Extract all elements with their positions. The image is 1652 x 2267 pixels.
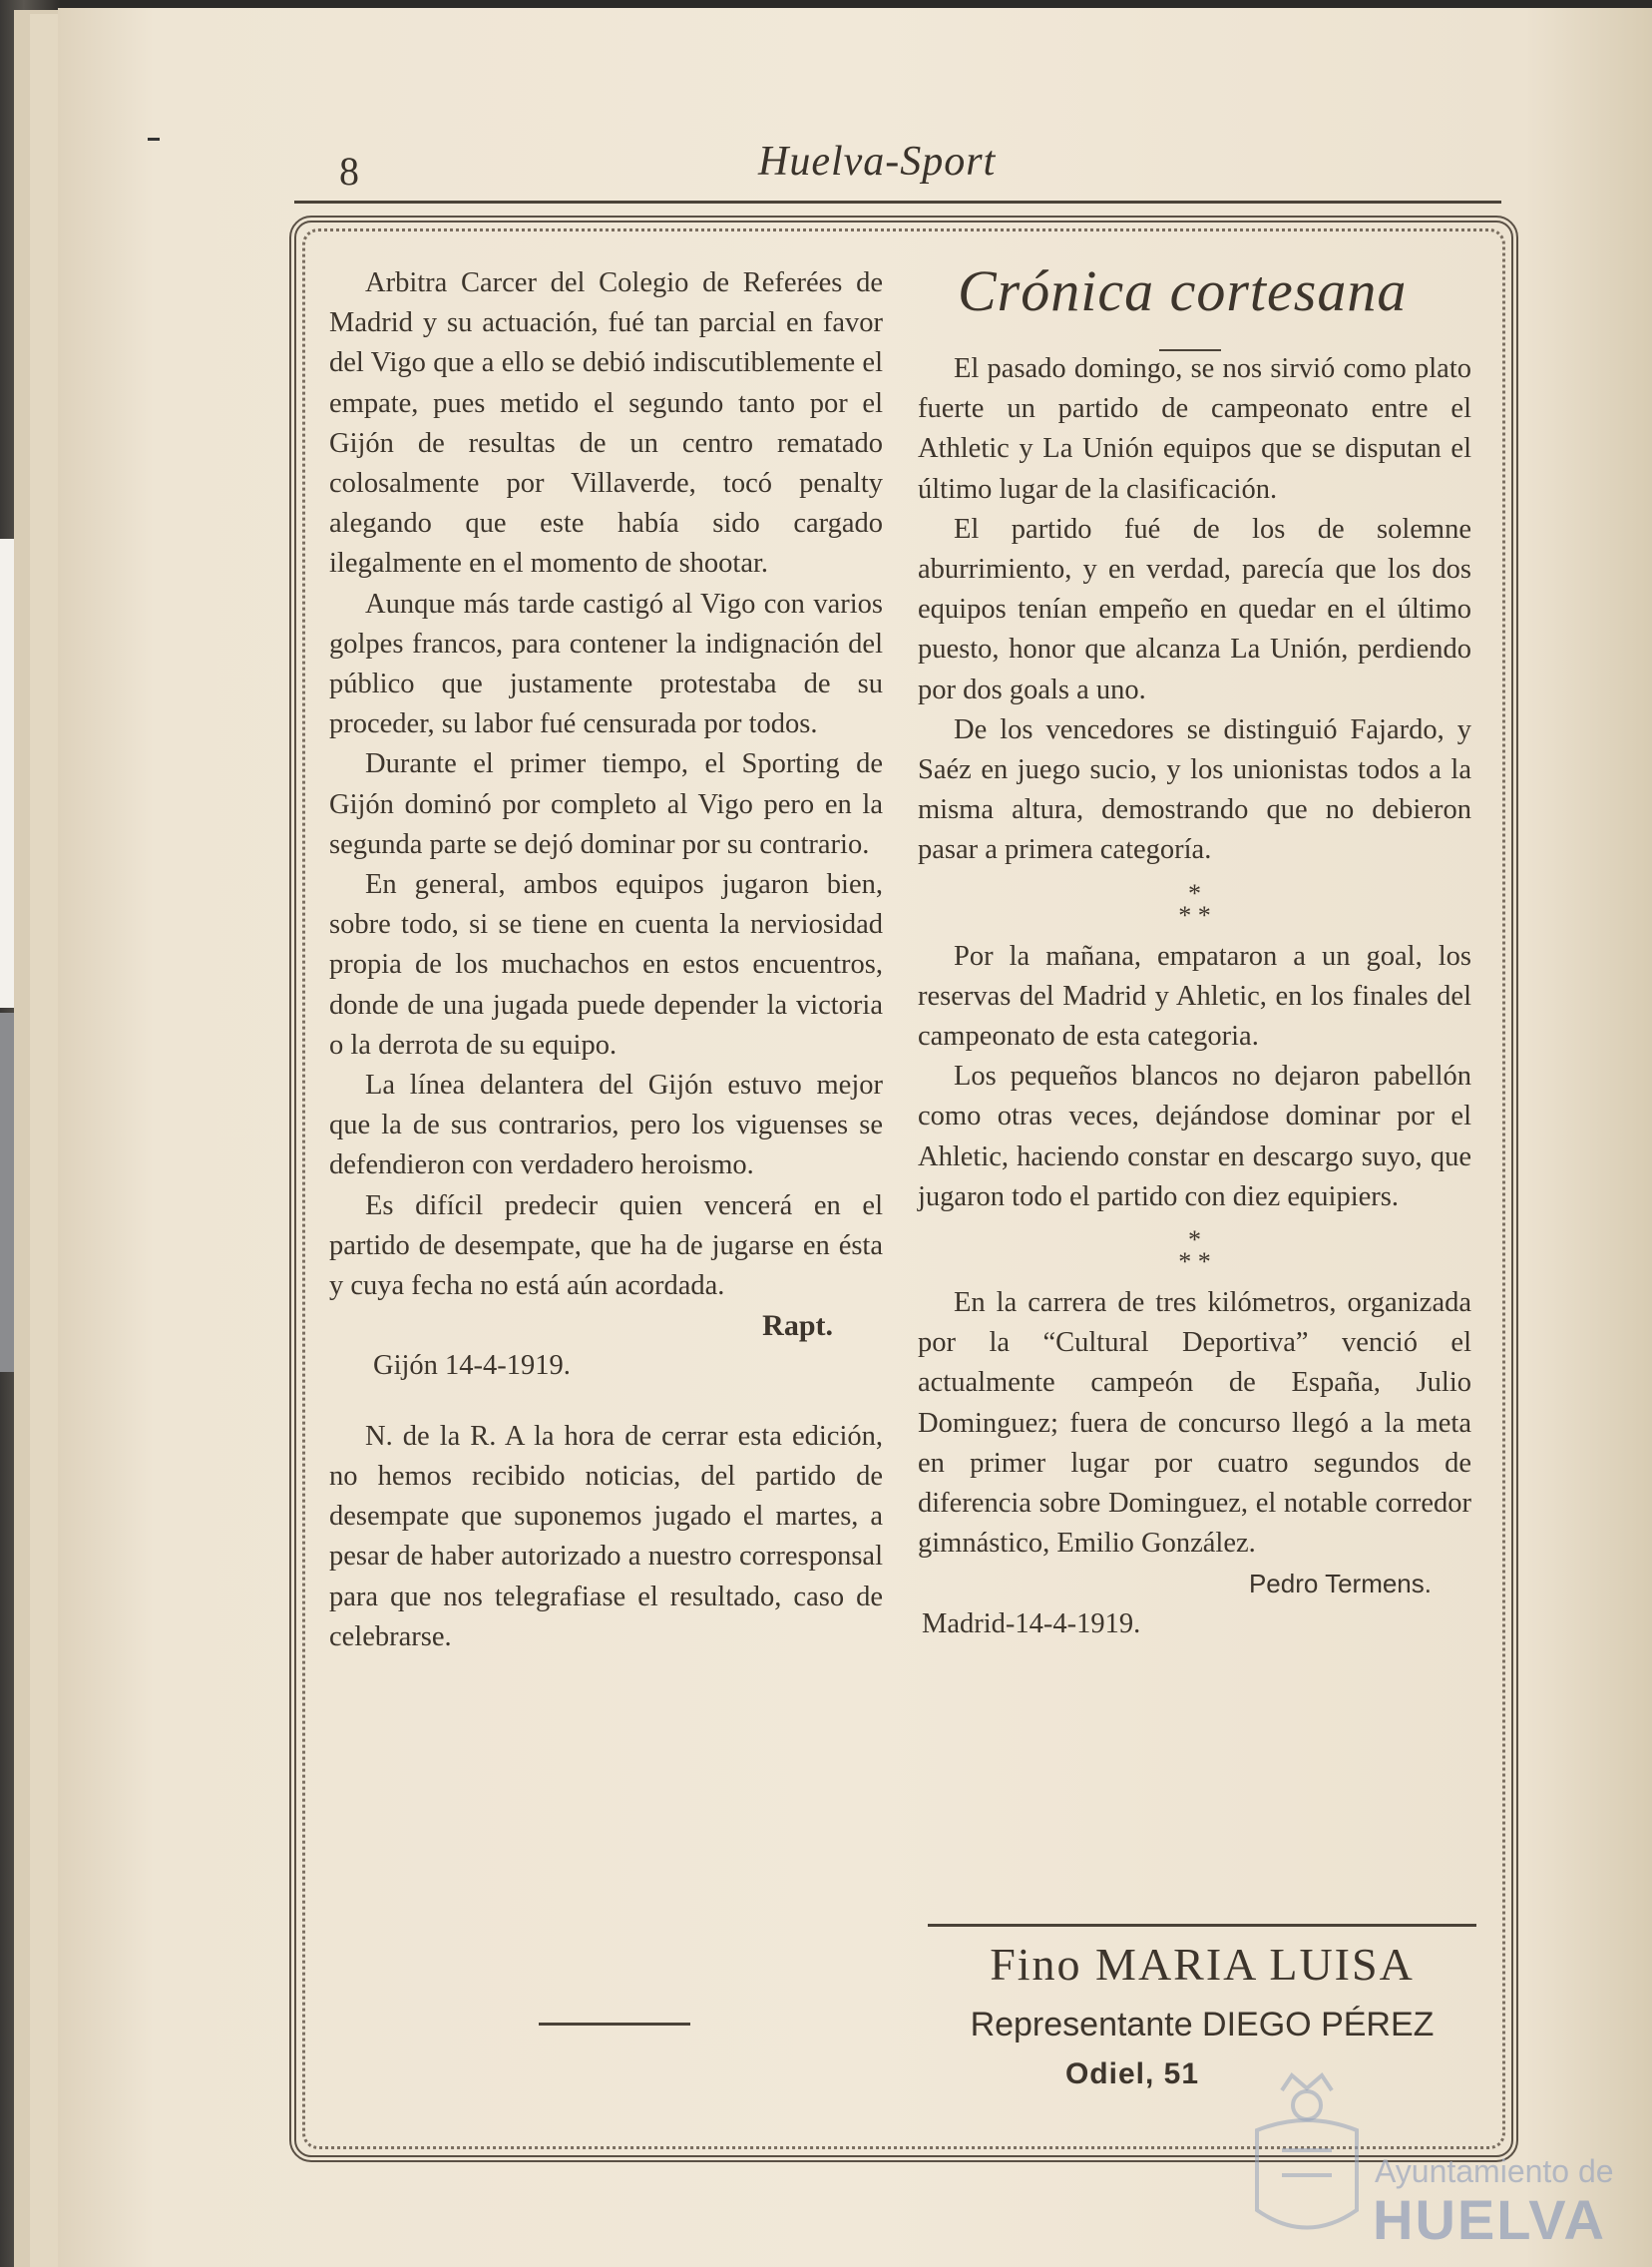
column-end-rule: [539, 2023, 690, 2026]
article-paragraph: En la carrera de tres kilómetros, organizada por la “Cultural Deportiva” venció el actualmente campeón de España, Julio Dominguez; fuera de concurso llegó a la meta en primer lugar por cuatro segundos de diferencia sobre Dominguez, el notable corredor gimnástico, Emilio González.: [918, 1287, 1471, 1560]
right-column: [918, 349, 1471, 1644]
article-paragraph: Arbitra Carcer del Colegio de Referées de Madrid y su actuación, fué tan parcial en favor del Vigo que a ello se debió indiscutiblemente el empate, pues metido el segundo tanto por el Gijón de resultas de un centro rematado colosalmente por Villaverde, tocó penalty alegando que este había sido cargado ilegalmente en el momento de shootar.: [329, 267, 883, 580]
article-signature: Pedro Termens.: [1248, 1569, 1432, 1599]
section-separator: [918, 871, 1471, 937]
asterisk-bottom: * *: [1178, 1247, 1211, 1277]
article-paragraph: En general, ambos equipos jugaron bien, sobre todo, si se tiene en cuenta la nerviosidad propia de los muchachos en estos encuentros, donde de una jugada puede depender la victoria o la derrota de su equipo.: [329, 869, 883, 1061]
article-paragraph: Aunque más tarde castigó al Vigo con varios golpes francos, para contener la indignación del público que justamente protestaba de su proceder, su labor fué censurada por todos.: [329, 588, 883, 740]
advertisement-representative: Representante DIEGO PÉREZ: [970, 2006, 1435, 2043]
article-title: Crónica cortesana: [958, 258, 1408, 323]
ink-mark: [148, 138, 160, 141]
article-paragraph: El pasado domingo, se nos sirvió como plato fuerte un partido de campeonato entre el Athletic y La Unión equipos que se disputan el último lugar de la clasificación.: [918, 353, 1471, 505]
section-separator: [918, 1217, 1471, 1283]
asterisk-top: *: [1188, 1225, 1201, 1255]
watermark-text: HUELVA: [1373, 2188, 1606, 2251]
article-paragraph: Por la mañana, empataron a un goal, los reservas del Madrid y Ahletic, en los finales del campeonato de esta categoria.: [918, 940, 1471, 1053]
asterisk-top: *: [1188, 878, 1201, 908]
article-paragraph: Durante el primer tiempo, el Sporting de Gijón dominó por completo al Vigo pero en la segunda parte se dejó dominar por su contrario.: [329, 748, 883, 860]
masthead: Huelva-Sport: [758, 139, 997, 185]
asterisk-bottom: * *: [1178, 900, 1211, 930]
page-number: 8: [339, 149, 359, 194]
editor-note: N. de la R. A la hora de cerrar esta edición, no hemos recibido noticias, del partido de desempate que suponemos jugado el martes, a pesar de haber autorizado a nuestro corresponsal para que nos telegrafiase el resultado, caso de celebrarse.: [329, 1420, 883, 1652]
article-paragraph: La línea delantera del Gijón estuvo mejor que la de sus contrarios, pero los viguenses se defendieron con verdadero heroismo.: [329, 1070, 883, 1181]
article-dateline: Gijón 14-4-1919.: [373, 1350, 571, 1382]
advertisement-rule: [928, 1924, 1476, 1927]
article-paragraph: Es difícil predecir quien vencerá en el partido de desempate, que ha de jugarse en ésta y cuya fecha no está aún acordada.: [329, 1189, 883, 1302]
header-rule: [294, 201, 1501, 204]
watermark-text: Ayuntamiento de: [1375, 2153, 1614, 2189]
article-paragraph: El partido fué de los de solemne aburrimiento, y en verdad, parecía que los dos equipos tenían empeño en quedar en el último puesto, honor que alcanza La Unión, perdiendo por dos goals a uno.: [918, 513, 1471, 705]
left-column: [329, 263, 883, 1657]
advertisement-product: Fino MARIA LUISA: [990, 1939, 1415, 1990]
article-signature: Rapt.: [762, 1309, 833, 1343]
advertisement-address: Odiel, 51: [1064, 2057, 1200, 2090]
article-dateline: Madrid-14-4-1919.: [922, 1607, 1141, 1639]
article-paragraph: De los vencedores se distinguió Fajardo, y Saéz en juego sucio, y los unionistas todos a la misma altura, demostrando que no debieron pasar a primera categoría.: [918, 713, 1471, 866]
article-paragraph: Los pequeños blancos no dejaron pabellón como otras veces, dejándose dominar por el Ahletic, haciendo constar en descargo suyo, que jugaron todo el partido con diez equipiers.: [918, 1061, 1471, 1212]
